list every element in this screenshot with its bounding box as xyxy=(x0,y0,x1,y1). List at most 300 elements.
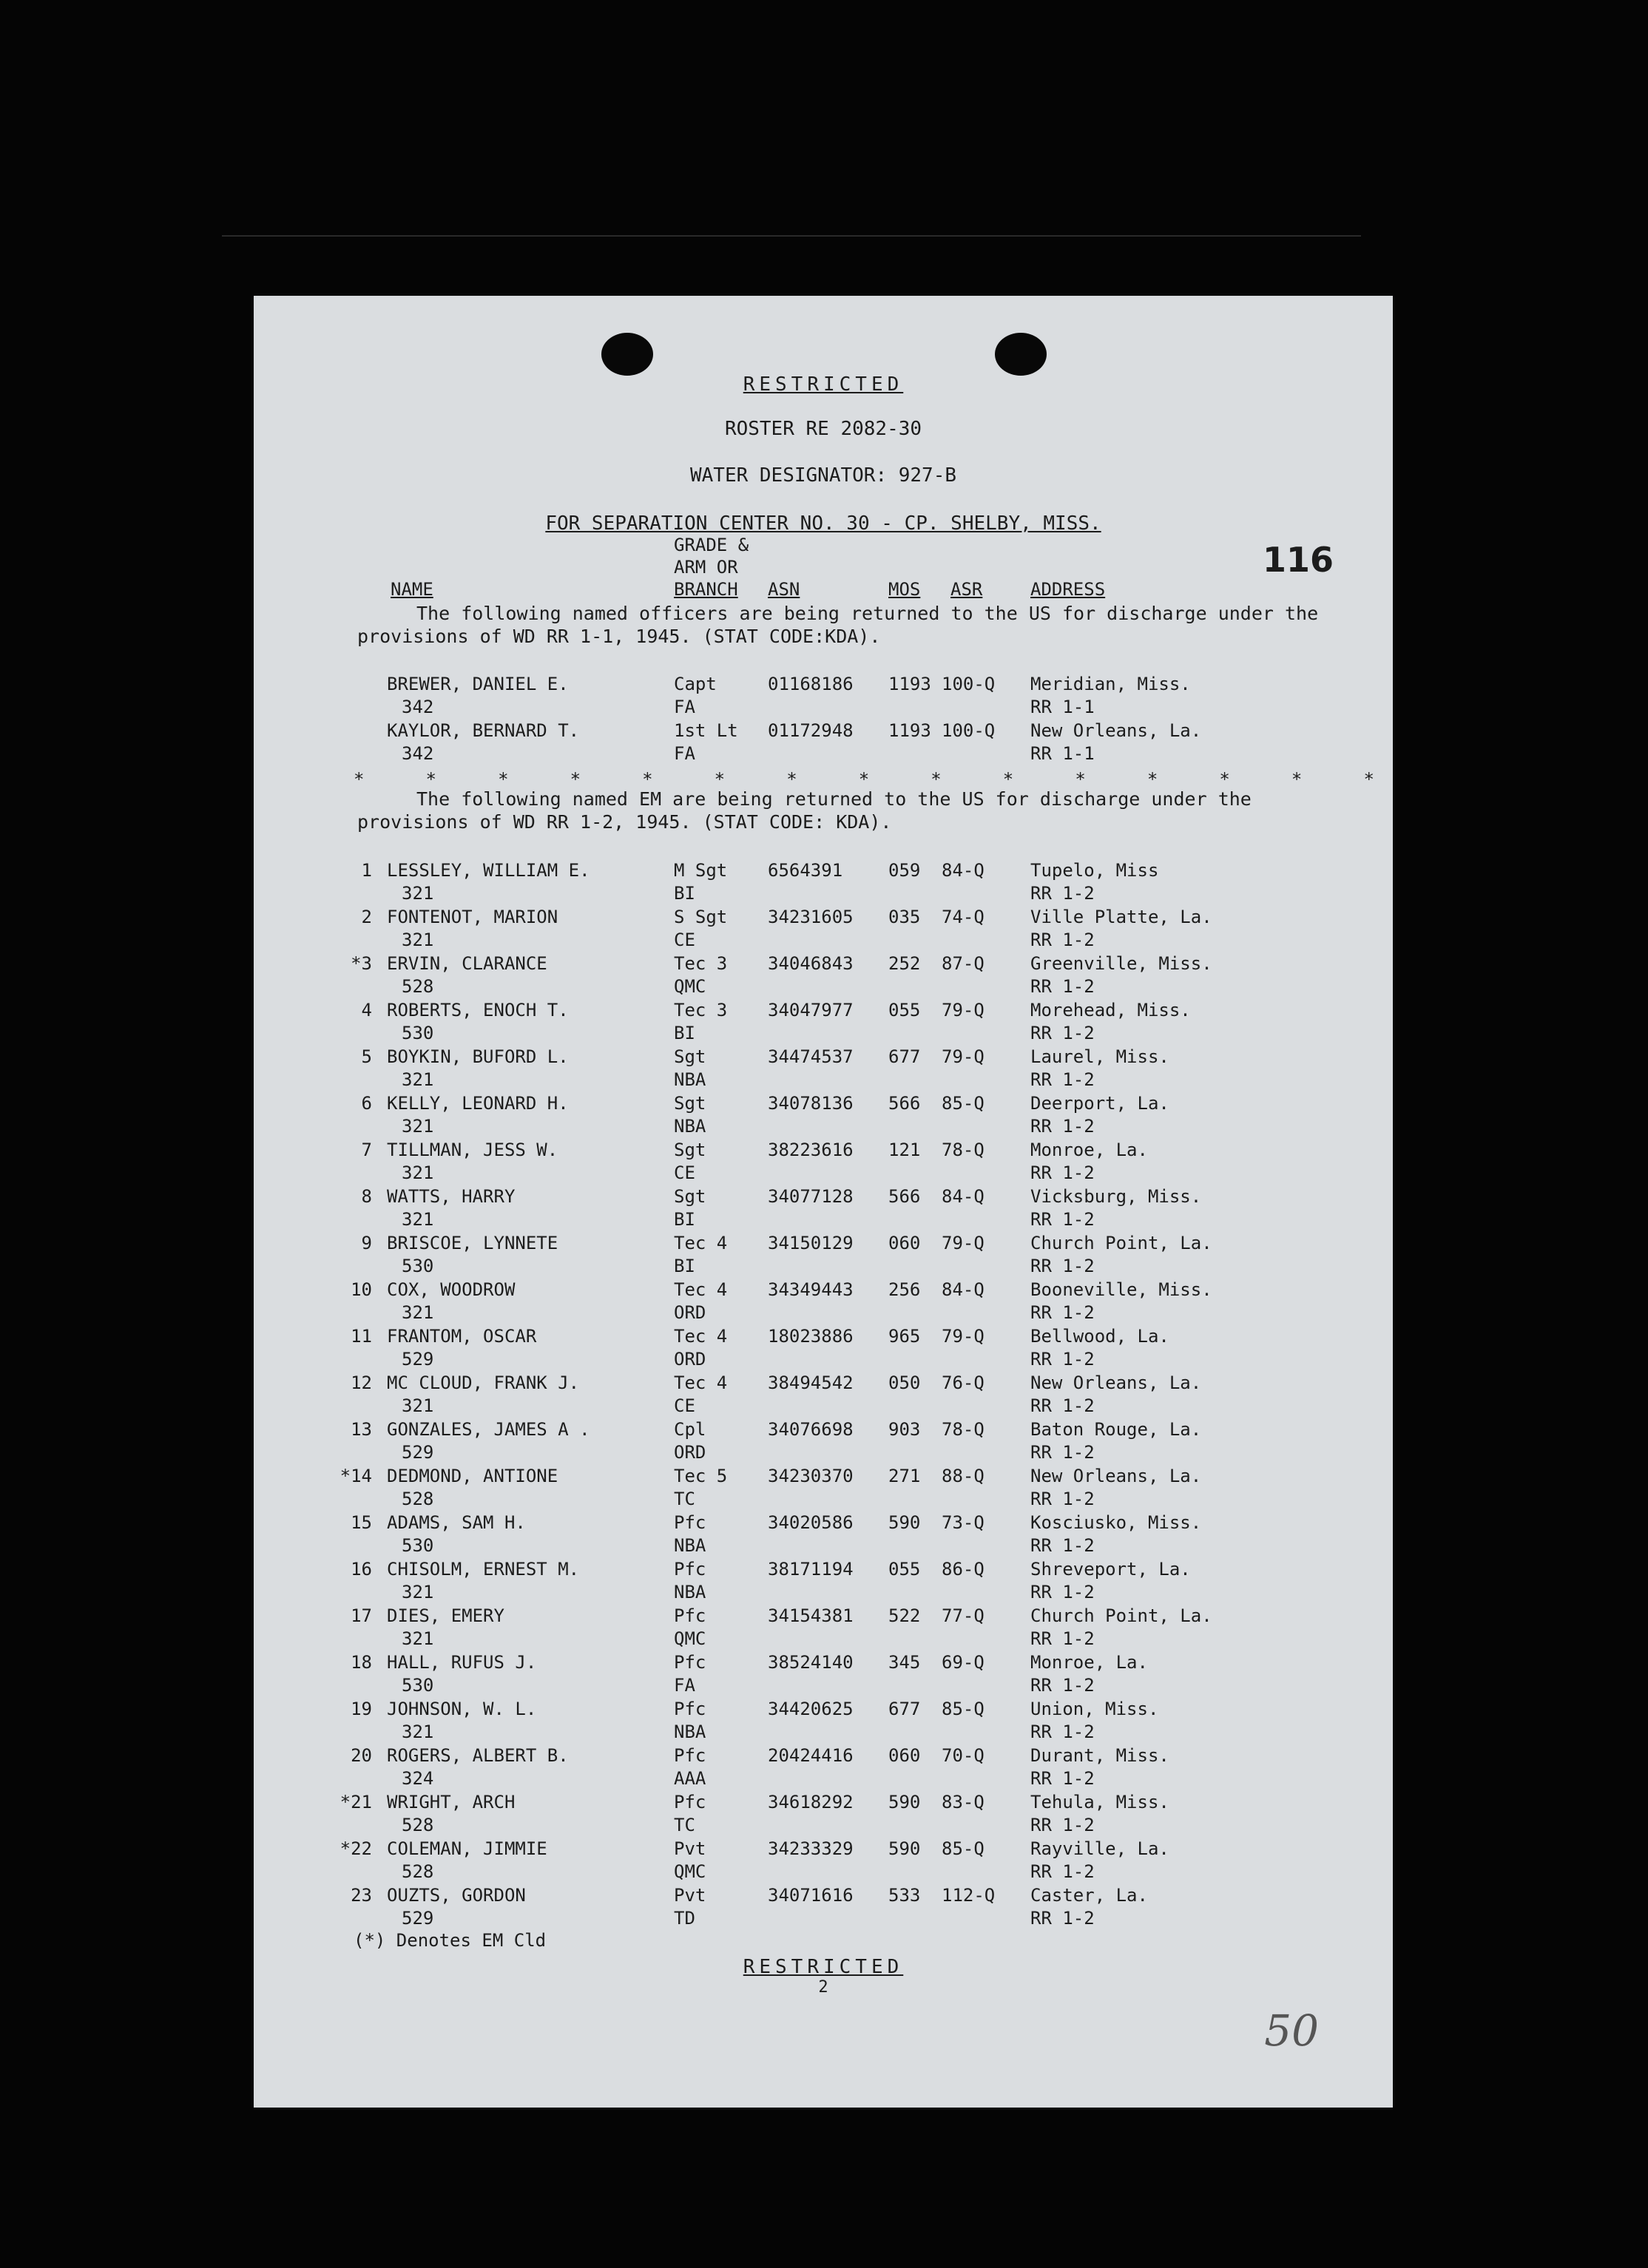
branch: FA xyxy=(674,743,695,764)
asn: 6564391 xyxy=(768,860,843,881)
classification-header: RESTRICTED xyxy=(743,373,904,396)
asn: 34230370 xyxy=(768,1466,854,1486)
rr-provision: RR 1-2 xyxy=(1030,1861,1095,1882)
grade: Sgt xyxy=(674,1093,706,1114)
asn: 38223616 xyxy=(768,1140,854,1160)
rr-provision: RR 1-2 xyxy=(1030,976,1095,997)
soldier-name: DEDMOND, ANTIONE xyxy=(387,1466,558,1486)
separator-star: * xyxy=(354,769,365,790)
address: Greenville, Miss. xyxy=(1030,953,1212,974)
branch: QMC xyxy=(674,1861,706,1882)
separator-star: * xyxy=(858,769,870,790)
asr-score: 77-Q xyxy=(942,1605,985,1626)
branch: FA xyxy=(674,697,695,717)
rr-provision: RR 1-2 xyxy=(1030,1535,1095,1556)
asr-score: 87-Q xyxy=(942,953,985,974)
branch: BI xyxy=(674,1256,695,1276)
rr-provision: RR 1-2 xyxy=(1030,1628,1095,1649)
col-asr-header: ASR xyxy=(950,579,983,600)
rr-provision: RR 1-2 xyxy=(1030,1069,1095,1090)
grade: Capt xyxy=(674,674,717,694)
grade: Cpl xyxy=(674,1419,706,1440)
row-number: 18 xyxy=(351,1652,372,1673)
grade: Pfc xyxy=(674,1792,706,1812)
asr-score: 85-Q xyxy=(942,1093,985,1114)
rr-provision: RR 1-2 xyxy=(1030,1395,1095,1416)
mos: 256 xyxy=(888,1279,921,1300)
asr-score: 112-Q xyxy=(942,1885,996,1906)
row-number: 5 xyxy=(361,1046,372,1067)
asn: 34046843 xyxy=(768,953,854,974)
asr-score: 73-Q xyxy=(942,1512,985,1533)
soldier-name: ADAMS, SAM H. xyxy=(387,1512,526,1533)
table-row xyxy=(254,1744,1393,1790)
address: Laurel, Miss. xyxy=(1030,1046,1169,1067)
row-number: 12 xyxy=(351,1372,372,1393)
asn: 18023886 xyxy=(768,1326,854,1347)
mos: 965 xyxy=(888,1326,921,1347)
unit-code: 528 xyxy=(402,976,434,997)
branch: BI xyxy=(674,1023,695,1043)
grade: Pfc xyxy=(674,1652,706,1673)
rr-provision: RR 1-2 xyxy=(1030,1442,1095,1463)
mos: 1193 xyxy=(888,674,931,694)
soldier-name: TILLMAN, JESS W. xyxy=(387,1140,558,1160)
grade: Pvt xyxy=(674,1885,706,1906)
asn: 34233329 xyxy=(768,1838,854,1859)
table-row xyxy=(254,859,1393,905)
address: Monroe, La. xyxy=(1030,1140,1148,1160)
table-row xyxy=(254,1325,1393,1371)
address: Bellwood, La. xyxy=(1030,1326,1169,1347)
mos: 059 xyxy=(888,860,921,881)
rr-provision: RR 1-1 xyxy=(1030,743,1095,764)
table-row xyxy=(254,1372,1393,1418)
table-row xyxy=(254,1185,1393,1231)
rr-provision: RR 1-2 xyxy=(1030,1023,1095,1043)
unit-code: 529 xyxy=(402,1442,434,1463)
separator-star: * xyxy=(931,769,942,790)
asn: 34071616 xyxy=(768,1885,854,1906)
col-address-header: ADDRESS xyxy=(1030,579,1106,600)
soldier-name: ROGERS, ALBERT B. xyxy=(387,1745,569,1766)
table-row xyxy=(254,1465,1393,1511)
separator-star: * xyxy=(1002,769,1014,790)
separator-star: * xyxy=(1291,769,1303,790)
unit-code: 530 xyxy=(402,1256,434,1276)
unit-code: 342 xyxy=(402,743,434,764)
soldier-name: COX, WOODROW xyxy=(387,1279,516,1300)
table-row xyxy=(254,1698,1393,1744)
grade: M Sgt xyxy=(674,860,728,881)
address: Booneville, Miss. xyxy=(1030,1279,1212,1300)
unit-code: 321 xyxy=(402,1069,434,1090)
unit-code: 321 xyxy=(402,1209,434,1230)
branch: AAA xyxy=(674,1768,706,1789)
asn: 34618292 xyxy=(768,1792,854,1812)
unit-code: 321 xyxy=(402,1162,434,1183)
soldier-name: BOYKIN, BUFORD L. xyxy=(387,1046,569,1067)
grade: Tec 3 xyxy=(674,1000,728,1020)
address: Morehead, Miss. xyxy=(1030,1000,1191,1020)
branch: NBA xyxy=(674,1116,706,1137)
table-row xyxy=(254,1232,1393,1278)
mos: 121 xyxy=(888,1140,921,1160)
separator-star: * xyxy=(1363,769,1374,790)
footnote: (*) Denotes EM Cld xyxy=(354,1930,547,1951)
asr-score: 84-Q xyxy=(942,1186,985,1207)
row-number: 8 xyxy=(361,1186,372,1207)
rr-provision: RR 1-2 xyxy=(1030,1908,1095,1929)
branch: TC xyxy=(674,1815,695,1835)
row-number: 2 xyxy=(361,907,372,927)
address: Vicksburg, Miss. xyxy=(1030,1186,1202,1207)
mos: 533 xyxy=(888,1885,921,1906)
separator-star: * xyxy=(714,769,726,790)
branch: TD xyxy=(674,1908,695,1929)
asr-score: 84-Q xyxy=(942,860,985,881)
branch: NBA xyxy=(674,1722,706,1742)
rr-provision: RR 1-2 xyxy=(1030,1675,1095,1696)
branch: TC xyxy=(674,1489,695,1509)
soldier-name: KELLY, LEONARD H. xyxy=(387,1093,569,1114)
unit-code: 321 xyxy=(402,883,434,904)
grade: Pvt xyxy=(674,1838,706,1859)
grade: Pfc xyxy=(674,1512,706,1533)
soldier-name: MC CLOUD, FRANK J. xyxy=(387,1372,580,1393)
address: Caster, La. xyxy=(1030,1885,1148,1906)
soldier-name: HALL, RUFUS J. xyxy=(387,1652,537,1673)
branch: BI xyxy=(674,883,695,904)
mos: 252 xyxy=(888,953,921,974)
rr-provision: RR 1-2 xyxy=(1030,883,1095,904)
roster-number: ROSTER RE 2082-30 xyxy=(724,418,922,440)
row-number: 1 xyxy=(361,860,372,881)
grade: Pfc xyxy=(674,1699,706,1719)
separator-star: * xyxy=(425,769,436,790)
soldier-name: KAYLOR, BERNARD T. xyxy=(387,720,580,741)
table-row xyxy=(254,1279,1393,1324)
row-number: 19 xyxy=(351,1699,372,1719)
grade: Tec 4 xyxy=(674,1326,728,1347)
grade: Sgt xyxy=(674,1186,706,1207)
rr-provision: RR 1-2 xyxy=(1030,1162,1095,1183)
grade: Pfc xyxy=(674,1559,706,1580)
separator-star: * xyxy=(1146,769,1158,790)
address: Durant, Miss. xyxy=(1030,1745,1169,1766)
branch: ORD xyxy=(674,1442,706,1463)
asr-score: 79-Q xyxy=(942,1000,985,1020)
unit-code: 321 xyxy=(402,1582,434,1602)
unit-code: 324 xyxy=(402,1768,434,1789)
row-number: 23 xyxy=(351,1885,372,1906)
mos: 677 xyxy=(888,1699,921,1719)
address: New Orleans, La. xyxy=(1030,1466,1202,1486)
officers-intro: The following named officers are being returned to the US for discharge under the provisions of WD RR 1-1, 1945. (STAT CODE:KDA). xyxy=(357,603,1319,647)
table-row xyxy=(254,1651,1393,1697)
mos: 1193 xyxy=(888,720,931,741)
water-designator: WATER DESIGNATOR: 927-B xyxy=(689,464,957,487)
branch: CE xyxy=(674,930,695,950)
asr-score: 85-Q xyxy=(942,1699,985,1719)
asr-score: 70-Q xyxy=(942,1745,985,1766)
classification-footer: RESTRICTED xyxy=(743,1956,904,1978)
rr-provision: RR 1-2 xyxy=(1030,1489,1095,1509)
separator-star: * xyxy=(498,769,509,790)
rr-provision: RR 1-2 xyxy=(1030,1815,1095,1835)
asr-score: 69-Q xyxy=(942,1652,985,1673)
col-mos-header: MOS xyxy=(888,579,921,600)
table-row xyxy=(254,1139,1393,1185)
asn: 01172948 xyxy=(768,720,854,741)
soldier-name: OUZTS, GORDON xyxy=(387,1885,526,1906)
document-page xyxy=(254,296,1393,2108)
separator-star: * xyxy=(570,769,581,790)
mos: 050 xyxy=(888,1372,921,1393)
mos: 590 xyxy=(888,1512,921,1533)
soldier-name: COLEMAN, JIMMIE xyxy=(387,1838,547,1859)
table-row xyxy=(254,1791,1393,1837)
soldier-name: BREWER, DANIEL E. xyxy=(387,674,569,694)
mos: 345 xyxy=(888,1652,921,1673)
row-number: 17 xyxy=(351,1605,372,1626)
unit-code: 321 xyxy=(402,1722,434,1742)
row-number: *21 xyxy=(340,1792,372,1812)
address: New Orleans, La. xyxy=(1030,720,1202,741)
unit-code: 321 xyxy=(402,1116,434,1137)
soldier-name: ROBERTS, ENOCH T. xyxy=(387,1000,569,1020)
handwritten-number: 50 xyxy=(1264,2005,1319,2056)
asn: 34077128 xyxy=(768,1186,854,1207)
rr-provision: RR 1-1 xyxy=(1030,697,1095,717)
grade: Pfc xyxy=(674,1745,706,1766)
table-row xyxy=(254,999,1393,1045)
unit-code: 528 xyxy=(402,1861,434,1882)
asn: 34420625 xyxy=(768,1699,854,1719)
soldier-name: ERVIN, CLARANCE xyxy=(387,953,547,974)
row-number: *14 xyxy=(340,1466,372,1486)
col-asn-header: ASN xyxy=(768,579,800,600)
soldier-name: WATTS, HARRY xyxy=(387,1186,516,1207)
unit-code: 321 xyxy=(402,930,434,950)
branch: QMC xyxy=(674,1628,706,1649)
branch: CE xyxy=(674,1162,695,1183)
row-number: *3 xyxy=(351,953,372,974)
asr-score: 79-Q xyxy=(942,1046,985,1067)
address: Church Point, La. xyxy=(1030,1605,1212,1626)
row-number: 20 xyxy=(351,1745,372,1766)
address: Baton Rouge, La. xyxy=(1030,1419,1202,1440)
row-number: 16 xyxy=(351,1559,372,1580)
asn: 34349443 xyxy=(768,1279,854,1300)
table-row xyxy=(254,1418,1393,1464)
soldier-name: GONZALES, JAMES A . xyxy=(387,1419,590,1440)
rr-provision: RR 1-2 xyxy=(1030,1302,1095,1323)
asn: 34231605 xyxy=(768,907,854,927)
asn: 34078136 xyxy=(768,1093,854,1114)
mos: 590 xyxy=(888,1838,921,1859)
unit-code: 530 xyxy=(402,1535,434,1556)
grade: 1st Lt xyxy=(674,720,738,741)
asr-score: 100-Q xyxy=(942,720,996,741)
asr-score: 78-Q xyxy=(942,1419,985,1440)
unit-code: 529 xyxy=(402,1908,434,1929)
separator-star: * xyxy=(642,769,653,790)
table-row xyxy=(254,1884,1393,1930)
asr-score: 84-Q xyxy=(942,1279,985,1300)
rr-provision: RR 1-2 xyxy=(1030,1349,1095,1370)
table-row xyxy=(254,1838,1393,1883)
address: Deerport, La. xyxy=(1030,1093,1169,1114)
grade: Sgt xyxy=(674,1140,706,1160)
page-number: 2 xyxy=(818,1978,828,1997)
separator-star: * xyxy=(1219,769,1230,790)
address: Kosciusko, Miss. xyxy=(1030,1512,1202,1533)
asn: 34076698 xyxy=(768,1419,854,1440)
rr-provision: RR 1-2 xyxy=(1030,1116,1095,1137)
asn: 34020586 xyxy=(768,1512,854,1533)
grade: Tec 4 xyxy=(674,1372,728,1393)
table-row xyxy=(254,1558,1393,1604)
soldier-name: DIES, EMERY xyxy=(387,1605,504,1626)
address: Rayville, La. xyxy=(1030,1838,1169,1859)
mos: 055 xyxy=(888,1000,921,1020)
unit-code: 321 xyxy=(402,1628,434,1649)
unit-code: 528 xyxy=(402,1489,434,1509)
punch-hole-right xyxy=(995,333,1047,376)
row-number: 11 xyxy=(351,1326,372,1347)
row-number: 13 xyxy=(351,1419,372,1440)
rr-provision: RR 1-2 xyxy=(1030,930,1095,950)
grade: Tec 4 xyxy=(674,1279,728,1300)
address: Meridian, Miss. xyxy=(1030,674,1191,694)
punch-hole-left xyxy=(601,333,653,376)
branch: BI xyxy=(674,1209,695,1230)
asn: 01168186 xyxy=(768,674,854,694)
branch: ORD xyxy=(674,1349,706,1370)
address: Ville Platte, La. xyxy=(1030,907,1212,927)
grade: S Sgt xyxy=(674,907,728,927)
address: New Orleans, La. xyxy=(1030,1372,1202,1393)
address: Shreveport, La. xyxy=(1030,1559,1191,1580)
soldier-name: WRIGHT, ARCH xyxy=(387,1792,516,1812)
mos: 677 xyxy=(888,1046,921,1067)
unit-code: 342 xyxy=(402,697,434,717)
unit-code: 528 xyxy=(402,1815,434,1835)
asn: 34474537 xyxy=(768,1046,854,1067)
asr-score: 78-Q xyxy=(942,1140,985,1160)
asn: 38524140 xyxy=(768,1652,854,1673)
em-intro: The following named EM are being returned to the US for discharge under the provisions of WD RR 1-2, 1945. (STAT CODE: KDA). xyxy=(357,788,1252,833)
row-number: 4 xyxy=(361,1000,372,1020)
unit-code: 530 xyxy=(402,1023,434,1043)
unit-code: 529 xyxy=(402,1349,434,1370)
mos: 035 xyxy=(888,907,921,927)
row-number: 9 xyxy=(361,1233,372,1253)
asr-score: 88-Q xyxy=(942,1466,985,1486)
mos: 060 xyxy=(888,1233,921,1253)
grade: Tec 5 xyxy=(674,1466,728,1486)
rr-provision: RR 1-2 xyxy=(1030,1768,1095,1789)
table-row xyxy=(254,906,1393,952)
branch: CE xyxy=(674,1395,695,1416)
grade: Tec 4 xyxy=(674,1233,728,1253)
row-number: 15 xyxy=(351,1512,372,1533)
address: Monroe, La. xyxy=(1030,1652,1148,1673)
branch: NBA xyxy=(674,1582,706,1602)
branch: QMC xyxy=(674,976,706,997)
address: Church Point, La. xyxy=(1030,1233,1212,1253)
rr-provision: RR 1-2 xyxy=(1030,1722,1095,1742)
separator-star: * xyxy=(1075,769,1086,790)
mos: 590 xyxy=(888,1792,921,1812)
address: Union, Miss. xyxy=(1030,1699,1159,1719)
rr-provision: RR 1-2 xyxy=(1030,1582,1095,1602)
soldier-name: LESSLEY, WILLIAM E. xyxy=(387,860,590,881)
asn: 38494542 xyxy=(768,1372,854,1393)
table-row xyxy=(254,1092,1393,1138)
address: Tehula, Miss. xyxy=(1030,1792,1169,1812)
col-grade-header: GRADE & ARM OR BRANCH xyxy=(674,535,749,600)
scan-border-line xyxy=(222,235,1361,237)
branch: ORD xyxy=(674,1302,706,1323)
mos: 903 xyxy=(888,1419,921,1440)
table-row xyxy=(254,1512,1393,1557)
asn: 34154381 xyxy=(768,1605,854,1626)
mos: 060 xyxy=(888,1745,921,1766)
table-row xyxy=(254,952,1393,998)
soldier-name: JOHNSON, W. L. xyxy=(387,1699,537,1719)
soldier-name: CHISOLM, ERNEST M. xyxy=(387,1559,580,1580)
soldier-name: BRISCOE, LYNNETE xyxy=(387,1233,558,1253)
separator-stars xyxy=(354,769,1374,790)
rr-provision: RR 1-2 xyxy=(1030,1209,1095,1230)
rr-provision: RR 1-2 xyxy=(1030,1256,1095,1276)
branch: NBA xyxy=(674,1535,706,1556)
destination-line: FOR SEPARATION CENTER NO. 30 - CP. SHELBY, MISS. xyxy=(545,512,1101,535)
mos: 271 xyxy=(888,1466,921,1486)
address: Tupelo, Miss xyxy=(1030,860,1159,881)
asr-score: 79-Q xyxy=(942,1326,985,1347)
page-stamp-number: 116 xyxy=(1262,540,1334,580)
mos: 566 xyxy=(888,1093,921,1114)
grade: Pfc xyxy=(674,1605,706,1626)
asr-score: 74-Q xyxy=(942,907,985,927)
separator-star: * xyxy=(786,769,797,790)
table-row xyxy=(254,1046,1393,1091)
unit-code: 530 xyxy=(402,1675,434,1696)
asn: 20424416 xyxy=(768,1745,854,1766)
mos: 055 xyxy=(888,1559,921,1580)
asn: 38171194 xyxy=(768,1559,854,1580)
mos: 566 xyxy=(888,1186,921,1207)
unit-code: 321 xyxy=(402,1302,434,1323)
asr-score: 79-Q xyxy=(942,1233,985,1253)
asr-score: 76-Q xyxy=(942,1372,985,1393)
asr-score: 86-Q xyxy=(942,1559,985,1580)
asr-score: 85-Q xyxy=(942,1838,985,1859)
soldier-name: FRANTOM, OSCAR xyxy=(387,1326,537,1347)
branch: NBA xyxy=(674,1069,706,1090)
asn: 34047977 xyxy=(768,1000,854,1020)
mos: 522 xyxy=(888,1605,921,1626)
row-number: 6 xyxy=(361,1093,372,1114)
row-number: *22 xyxy=(340,1838,372,1859)
grade: Tec 3 xyxy=(674,953,728,974)
row-number: 7 xyxy=(361,1140,372,1160)
asr-score: 83-Q xyxy=(942,1792,985,1812)
branch: FA xyxy=(674,1675,695,1696)
